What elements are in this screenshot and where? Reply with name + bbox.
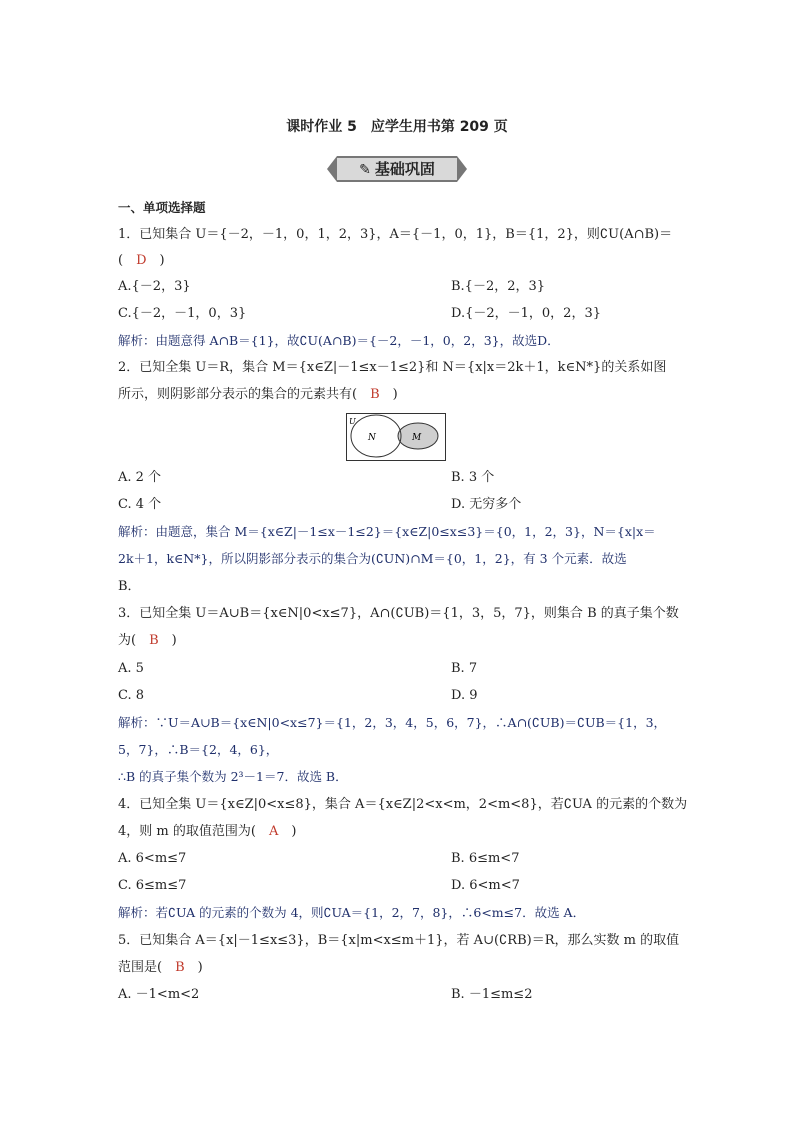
q3-option-b: B. 7 bbox=[451, 661, 478, 676]
q3-answer: B bbox=[149, 633, 159, 648]
q3-option-d: D. 9 bbox=[451, 688, 478, 703]
q1-option-a: A.{－2，3} bbox=[118, 279, 191, 294]
q5-stem-cont bbox=[118, 959, 203, 977]
q3-solution-line3: ∴B 的真子集个数为 2³－1＝7．故选 B． bbox=[118, 769, 348, 784]
venn-label-u: U bbox=[349, 417, 356, 426]
q3-stem: 3．已知全集 U＝A∪B＝{x∈N|0<x≤7}，A∩(∁UB)＝{1，3，5，7}，则集合 B 的真子集个数 bbox=[118, 606, 679, 621]
q4-stem-cont bbox=[118, 823, 296, 841]
q3-option-a: A. 5 bbox=[118, 661, 144, 676]
q4-paren-close: ) bbox=[278, 824, 297, 839]
venn-label-n: N bbox=[368, 433, 376, 443]
q3-solution-line2: 5，7}，∴B＝{2，4，6}， bbox=[118, 742, 279, 757]
q2-stem-cont bbox=[118, 386, 398, 404]
q3-paren-close: ) bbox=[158, 633, 177, 648]
q2-stem: 2．已知全集 U＝R，集合 M＝{x∈Z|－1≤x－1≤2}和 N＝{x|x＝2k＋1，k∈N*}的关系如图 bbox=[118, 360, 667, 375]
venn-label-m: M bbox=[412, 433, 422, 443]
q3-stem-cont bbox=[118, 632, 177, 650]
q5-paren-close: ) bbox=[184, 960, 203, 975]
q3-stem-text: 为( bbox=[118, 633, 150, 648]
q5-stem: 5．已知集合 A＝{x|－1≤x≤3}，B＝{x|m<x≤m＋1}，若 A∪(∁RB)＝R，那么实数 m 的取值 bbox=[118, 933, 680, 948]
q5-answer: B bbox=[175, 960, 185, 975]
section-heading: 一、单项选择题 bbox=[118, 200, 206, 215]
page-title: 课时作业 5 应学生用书第 209 页 bbox=[286, 119, 508, 135]
q2-option-c: C. 4 个 bbox=[118, 497, 162, 512]
q5-stem-text: 范围是( bbox=[118, 960, 176, 975]
notepad-icon: ✎ bbox=[359, 162, 371, 178]
q4-stem: 4．已知全集 U＝{x∈Z|0<x≤8}，集合 A＝{x∈Z|2<x<m，2<m<8}，若∁UA 的元素的个数为 bbox=[118, 797, 688, 812]
venn-diagram bbox=[346, 413, 446, 461]
q4-solution: 解析：若∁UA 的元素的个数为 4，则∁UA＝{1，2，7，8}，∴6<m≤7．故选 A． bbox=[118, 905, 586, 920]
q2-option-a: A. 2 个 bbox=[118, 470, 162, 485]
banner-title: 基础巩固 bbox=[374, 160, 435, 178]
q4-option-b: B. 6≤m<7 bbox=[451, 851, 520, 866]
q1-stem: 1．已知集合 U＝{－2，－1，0，1，2，3}，A＝{－1，0，1}，B＝{1，2}，则∁U(A∩B)＝ bbox=[118, 227, 673, 242]
section-banner bbox=[327, 153, 467, 183]
q4-option-c: C. 6≤m≤7 bbox=[118, 878, 187, 893]
q1-option-d: D.{－2，－1，0，2，3} bbox=[451, 306, 601, 321]
q2-solution-line2: 2k＋1，k∈N*}，所以阴影部分表示的集合为(∁UN)∩M＝{0，1，2}，有 3 个元素．故选 bbox=[118, 551, 627, 566]
q4-option-a: A. 6<m≤7 bbox=[118, 851, 187, 866]
q2-stem-text: 所示，则阴影部分表示的集合的元素共有( bbox=[118, 387, 371, 402]
q1-paren-close: ) bbox=[146, 253, 165, 268]
q3-solution-line1: 解析：∵U＝A∪B＝{x∈N|0<x≤7}＝{1，2，3，4，5，6，7}，∴A∩(∁UB)＝∁UB＝{1，3， bbox=[118, 715, 667, 730]
q2-paren-close: ) bbox=[379, 387, 398, 402]
q4-answer: A bbox=[268, 824, 279, 839]
q3-option-c: C. 8 bbox=[118, 688, 145, 703]
banner-label bbox=[327, 158, 467, 179]
q2-solution-line3: B． bbox=[118, 579, 141, 594]
q1-paren-open: ( bbox=[118, 253, 137, 268]
q1-stem-cont bbox=[118, 252, 165, 270]
q5-option-a: A. －1<m<2 bbox=[118, 987, 200, 1002]
q5-option-b: B. －1≤m≤2 bbox=[451, 987, 533, 1002]
q2-solution-line1: 解析：由题意，集合 M＝{x∈Z|－1≤x－1≤2}＝{x∈Z|0≤x≤3}＝{0，1，2，3}，N＝{x|x＝ bbox=[118, 524, 656, 539]
q1-answer: D bbox=[136, 253, 147, 268]
q4-option-d: D. 6<m<7 bbox=[451, 878, 520, 893]
q2-answer: B bbox=[370, 387, 380, 402]
q1-option-c: C.{－2，－1，0，3} bbox=[118, 306, 247, 321]
q1-option-b: B.{－2，2，3} bbox=[451, 279, 546, 294]
q2-option-d: D. 无穷多个 bbox=[451, 497, 522, 512]
q4-stem-text: 4，则 m 的取值范围为( bbox=[118, 824, 269, 839]
q2-option-b: B. 3 个 bbox=[451, 470, 495, 485]
q1-solution: 解析：由题意得 A∩B＝{1}，故∁U(A∩B)＝{－2，－1，0，2，3}，故选D． bbox=[118, 333, 560, 348]
